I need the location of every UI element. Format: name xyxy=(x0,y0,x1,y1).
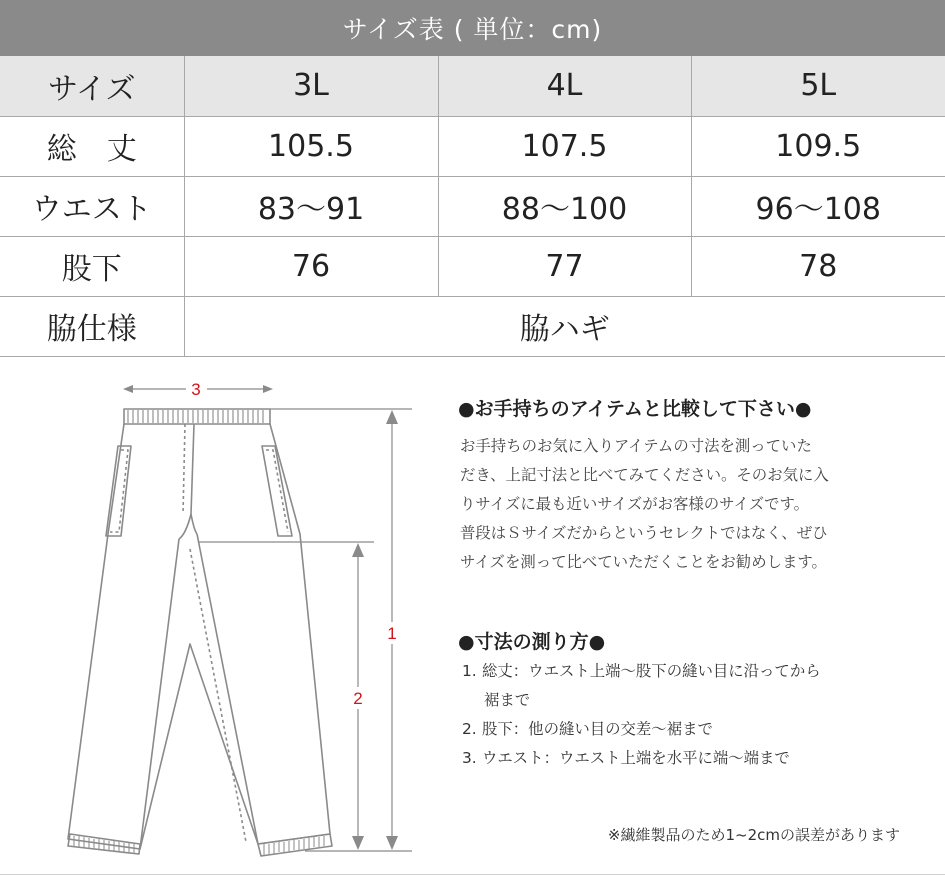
compare-heading: ●お手持ちのアイテムと比較して下さい● xyxy=(458,398,812,420)
fly-line xyxy=(183,424,185,514)
list-item xyxy=(462,657,922,715)
compare-paragraph xyxy=(460,432,915,577)
step-text: ウエスト：ウエスト上端を水平に端～端まで xyxy=(482,749,790,767)
table-cell: 96～108 xyxy=(691,176,945,236)
inner-leg-left xyxy=(140,539,179,849)
list-item xyxy=(462,715,922,744)
label-length-dimension: 1 xyxy=(387,624,397,643)
row-label-length: 総 丈 xyxy=(0,116,184,176)
tolerance-footnote: ※繊維製品のため1~2cmの誤差があります xyxy=(607,826,900,844)
step-text-continued: 裾まで xyxy=(484,691,531,709)
label-waist-dimension: 3 xyxy=(191,380,201,399)
step-number: 3. xyxy=(462,749,477,767)
table-cell: 76 xyxy=(184,236,438,296)
table-cell: 105.5 xyxy=(184,116,438,176)
table-row xyxy=(0,236,945,296)
table-cell: 77 xyxy=(438,236,691,296)
step-number: 1. xyxy=(462,662,477,680)
size-chart-title: サイズ表 ( 単位：cm) xyxy=(0,0,945,56)
table-row xyxy=(0,176,945,236)
inner-leg-right xyxy=(197,534,258,844)
header-size: サイズ xyxy=(0,56,184,116)
arrowhead-down-2 xyxy=(352,836,364,850)
inner-leg-right-stitch xyxy=(190,549,246,842)
compare-line: お手持ちのお気に入りアイテムの寸法を測っていた xyxy=(460,437,812,455)
arrowhead-left xyxy=(123,385,133,393)
header-3l: 3L xyxy=(184,56,438,116)
measure-steps xyxy=(462,657,922,773)
pants-outline xyxy=(68,424,330,849)
measure-heading: ●寸法の測り方● xyxy=(458,631,606,653)
arrowhead-up-2 xyxy=(352,543,364,557)
table-row xyxy=(0,296,945,356)
compare-line: りサイズに最も近いサイズがお客様のサイズです。 xyxy=(460,495,810,513)
size-table xyxy=(0,56,945,357)
table-cell: 88～100 xyxy=(438,176,691,236)
step-text: 総丈：ウエスト上端～股下の縫い目に沿ってから xyxy=(482,662,821,680)
row-label-inseam: 股下 xyxy=(0,236,184,296)
compare-line: だき、上記寸法と比べてみてください。そのお気に入 xyxy=(460,466,829,484)
arrowhead-down-1 xyxy=(386,836,398,850)
table-row xyxy=(0,116,945,176)
step-text: 股下：他の縫い目の交差～裾まで xyxy=(482,720,713,738)
compare-line: サイズを測って比べていただくことをお勧めします。 xyxy=(460,553,827,571)
header-4l: 4L xyxy=(438,56,691,116)
table-cell: 109.5 xyxy=(691,116,945,176)
row-label-waist: ウエスト xyxy=(0,176,184,236)
waistband-gathers xyxy=(128,410,263,423)
pants-diagram xyxy=(0,354,440,875)
step-number: 2. xyxy=(462,720,477,738)
list-item xyxy=(462,744,922,773)
info-section xyxy=(0,354,945,875)
compare-line: 普段はＳサイズだからというセレクトではなく、ぜひ xyxy=(460,524,828,542)
header-5l: 5L xyxy=(691,56,945,116)
table-header-row xyxy=(0,56,945,116)
arrowhead-up-1 xyxy=(386,410,398,424)
table-cell: 83～91 xyxy=(184,176,438,236)
label-inseam-dimension: 2 xyxy=(353,689,363,708)
row-label-side: 脇仕様 xyxy=(0,296,184,356)
table-cell-side-spec: 脇ハギ xyxy=(184,296,945,356)
crotch-seam xyxy=(179,424,197,539)
arrowhead-right xyxy=(263,385,273,393)
table-cell: 78 xyxy=(691,236,945,296)
table-cell: 107.5 xyxy=(438,116,691,176)
